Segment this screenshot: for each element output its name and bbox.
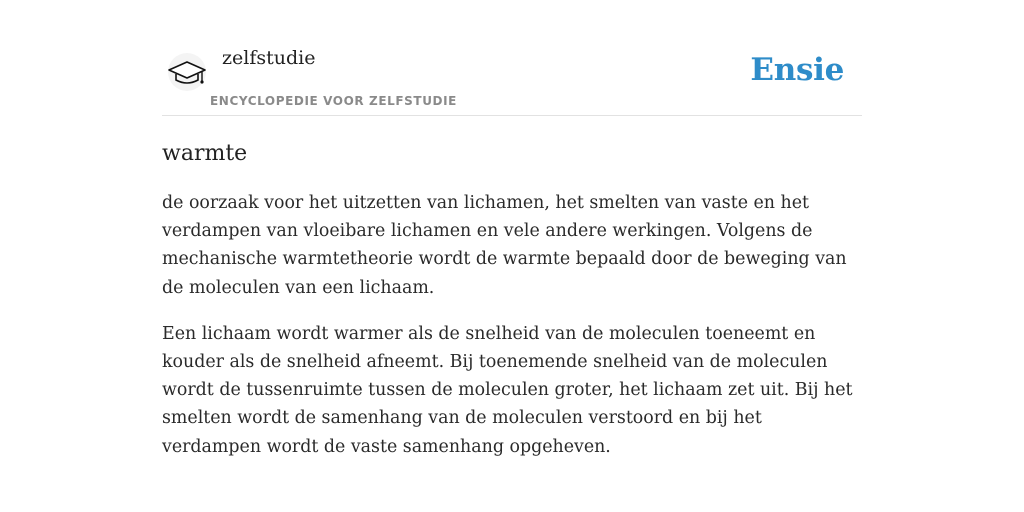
brand-logo[interactable]: Ensie: [750, 52, 844, 88]
article-paragraph: de oorzaak voor het uitzetten van lichamen, het smelten van vaste en het verdampen van vloeibare lichamen en vele andere werkingen. Volgens de mechanische warmtetheorie wordt de warmte bepaald door de beweging van de moleculen van een lichaam.: [162, 193, 847, 298]
site-header: [162, 40, 862, 116]
site-tagline: ENCYCLOPEDIE VOOR ZELFSTUDIE: [210, 94, 457, 108]
article: [162, 138, 862, 479]
graduation-cap-icon[interactable]: [165, 52, 209, 92]
article-paragraph: Een lichaam wordt warmer als de snelheid van de moleculen toeneemt en kouder als de snelheid afneemt. Bij toenemende snelheid van de moleculen wordt de tussenruimte tussen de moleculen groter, het lichaam zet uit. Bij het smelten wordt de samenhang van de moleculen verstoord en bij het verdampen wordt de vaste samenhang opgeheven.: [162, 323, 853, 457]
article-title: warmte: [162, 141, 248, 166]
site-name[interactable]: zelfstudie: [222, 47, 316, 69]
